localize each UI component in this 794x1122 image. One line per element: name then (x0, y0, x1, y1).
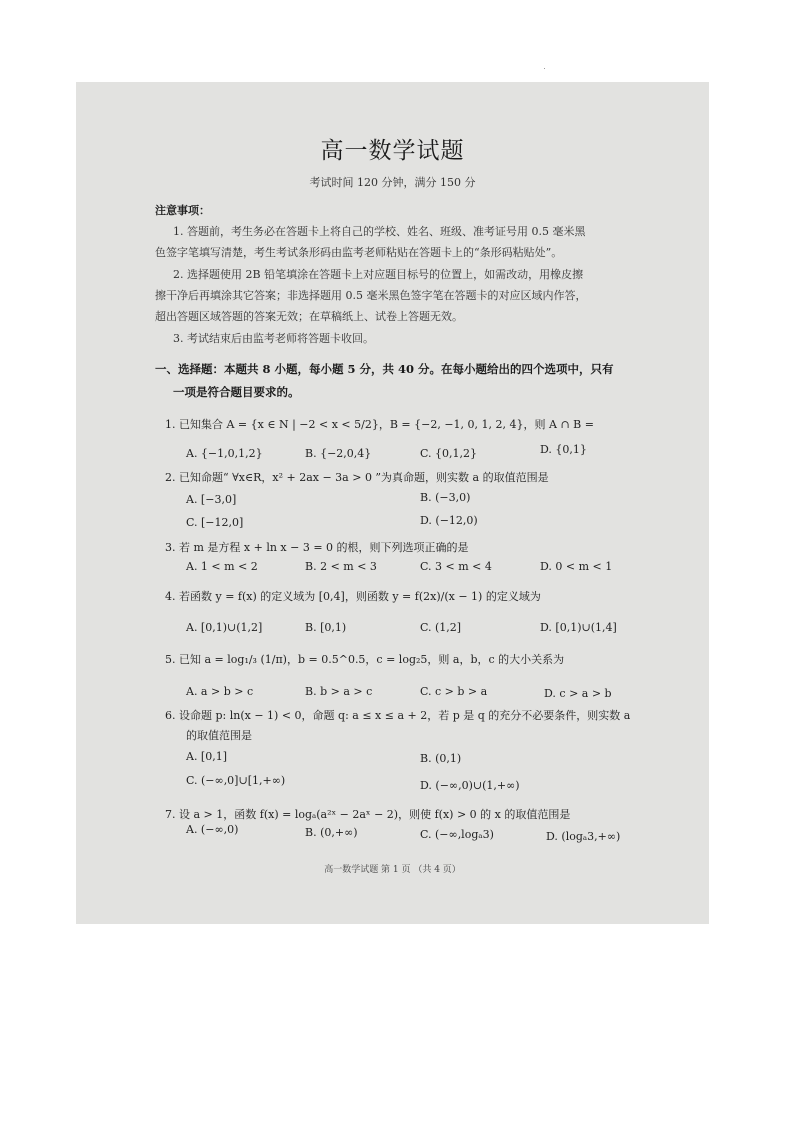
question-1-option-d: D. {0,1} (540, 443, 587, 456)
question-2-option-c: C. [−12,0] (186, 516, 244, 529)
question-3-stem: 3. 若 m 是方程 x + ln x − 3 = 0 的根，则下列选项正确的是 (165, 541, 469, 554)
question-2-option-d: D. (−12,0) (420, 514, 478, 527)
question-6-stem: 6. 设命题 p: ln(x − 1) < 0，命题 q: a ≤ x ≤ a + 2，若 p 是 q 的充分不必要条件，则实数 a (165, 709, 631, 722)
notice-line: 3. 考试结束后由监考老师将答题卡收回。 (173, 332, 374, 345)
notice-line: 色签字笔填写清楚，考生考试条形码由监考老师粘贴在答题卡上的“条形码粘贴处”。 (155, 246, 563, 259)
question-7-option-c: C. (−∞,logₐ3) (420, 828, 494, 841)
question-3-option-a: A. 1 < m < 2 (186, 560, 258, 573)
question-1-option-c: C. {0,1,2} (420, 447, 478, 460)
notice-heading: 注意事项： (155, 204, 210, 217)
question-5-option-c: C. c > b > a (420, 685, 488, 698)
notice-line: 超出答题区域答题的答案无效；在草稿纸上、试卷上答题无效。 (155, 310, 463, 323)
question-2-stem: 2. 已知命题“ ∀x∈R，x² + 2ax − 3a > 0 ”为真命题，则实数 a 的取值范围是 (165, 471, 549, 484)
exam-info: 考试时间 120 分钟，满分 150 分 (309, 176, 476, 189)
question-6-option-d: D. (−∞,0)∪(1,+∞) (420, 779, 520, 792)
question-4-option-b: B. [0,1) (305, 621, 347, 634)
question-7-option-b: B. (0,+∞) (305, 826, 358, 839)
question-4-option-a: A. [0,1)∪(1,2] (186, 621, 263, 634)
section-heading-cont: 一项是符合题目要求的。 (173, 385, 300, 399)
question-2-option-b: B. (−3,0) (420, 491, 471, 504)
question-6-option-c: C. (−∞,0]∪[1,+∞) (186, 774, 286, 787)
notice-line: 擦干净后再填涂其它答案；非选择题用 0.5 毫米黑色签字笔在答题卡的对应区域内作答， (155, 289, 587, 302)
question-1-stem: 1. 已知集合 A = {x ∈ N | −2 < x < 5/2}，B = {−2, −1, 0, 1, 2, 4}，则 A ∩ B = (165, 418, 594, 431)
question-7-stem: 7. 设 a > 1，函数 f(x) = logₐ(a²ˣ − 2aˣ − 2)，则使 f(x) > 0 的 x 的取值范围是 (165, 808, 571, 821)
question-5-option-b: B. b > a > c (305, 685, 373, 698)
question-5-option-d: D. c > a > b (544, 687, 612, 700)
page-title: 高一数学试题 (320, 138, 465, 164)
exam-page (76, 82, 709, 924)
question-3-option-b: B. 2 < m < 3 (305, 560, 377, 573)
question-4-stem: 4. 若函数 y = f(x) 的定义域为 [0,4]，则函数 y = f(2x)/(x − 1) 的定义域为 (165, 590, 541, 603)
notice-line: 1. 答题前，考生务必在答题卡上将自己的学校、姓名、班级、准考证号用 0.5 毫米黑 (173, 225, 586, 238)
question-3-option-c: C. 3 < m < 4 (420, 560, 492, 573)
question-1-option-b: B. {−2,0,4} (305, 447, 372, 460)
question-6-stem-cont: 的取值范围是 (186, 729, 252, 742)
question-4-option-d: D. [0,1)∪(1,4] (540, 621, 617, 634)
question-4-option-c: C. (1,2] (420, 621, 462, 634)
question-5-stem: 5. 已知 a = log₁/₃ (1/π)，b = 0.5^0.5，c = log₂5，则 a，b，c 的大小关系为 (165, 653, 565, 666)
scan-speck (544, 68, 545, 69)
question-6-option-b: B. (0,1) (420, 752, 462, 765)
question-6-option-a: A. [0,1] (186, 750, 228, 763)
question-7-option-a: A. (−∞,0) (186, 823, 239, 836)
notice-line: 2. 选择题使用 2B 铅笔填涂在答题卡上对应题目标号的位置上，如需改动，用橡皮擦 (173, 268, 584, 281)
question-1-option-a: A. {−1,0,1,2} (186, 447, 263, 460)
question-2-option-a: A. [−3,0] (186, 493, 237, 506)
question-5-option-a: A. a > b > c (186, 685, 254, 698)
question-7-option-d: D. (logₐ3,+∞) (546, 830, 621, 843)
question-3-option-d: D. 0 < m < 1 (540, 560, 613, 573)
page-footer: 高一数学试题 第 1 页 （共 4 页） (324, 865, 461, 875)
section-heading: 一、选择题：本题共 8 小题，每小题 5 分，共 40 分。在每小题给出的四个选项中，只有 (155, 362, 614, 376)
